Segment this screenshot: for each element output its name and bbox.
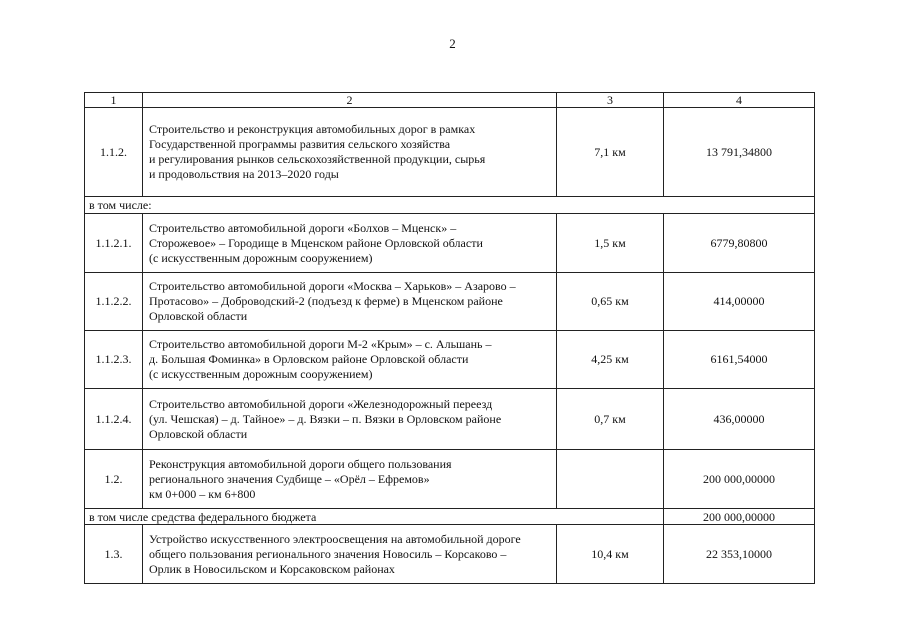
table-row [85, 389, 815, 450]
column-header-4: 4 [664, 93, 815, 108]
description-line: Орлик в Новосильском и Корсаковском районах [149, 561, 395, 576]
row-sum: 22 353,10000 [664, 525, 815, 584]
row-sum: 436,00000 [664, 389, 815, 450]
table-row [85, 450, 815, 509]
description-line: д. Большая Фоминка» в Орловском районе Орловской области [149, 352, 469, 366]
row-length: 0,7 км [557, 389, 664, 450]
row-length: 0,65 км [557, 273, 664, 331]
description-line: Строительство автомобильной дороги «Москва – Харьков» – Азарово – [149, 279, 516, 293]
table-header-row [85, 93, 815, 108]
description-line: (с искусственным дорожным сооружением) [149, 367, 373, 381]
description-line: км 0+000 – км 6+800 [149, 486, 256, 501]
table-row [85, 273, 815, 331]
row-number: 1.1.2.1. [85, 214, 143, 273]
description-line: Строительство автомобильной дороги «Болхов – Мценск» – [149, 220, 457, 235]
description-line: Устройство искусственного электроосвещения на автомобильной дороге [149, 531, 521, 546]
description-line: Орловской области [149, 309, 248, 323]
row-length: 10,4 км [557, 525, 664, 584]
row-description [143, 273, 557, 331]
description-line: и регулирования рынков сельскохозяйственной продукции, сырья [149, 152, 486, 166]
description-line: Протасово» – Доброводский-2 (подъезд к ферме) в Мценском районе [149, 294, 503, 308]
row-number: 1.1.2.4. [85, 389, 143, 450]
including-label: в том числе: [85, 197, 815, 214]
row-sum: 200 000,00000 [664, 450, 815, 509]
row-description [143, 450, 557, 509]
description-line: Строительство автомобильной дороги «Железнодорожный переезд [149, 396, 493, 411]
row-sum: 414,00000 [664, 273, 815, 331]
row-description [143, 525, 557, 584]
description-line: Орловской области [149, 426, 248, 441]
row-number: 1.3. [85, 525, 143, 584]
row-number: 1.1.2.3. [85, 331, 143, 389]
federal-budget-row [85, 509, 815, 525]
table-row [85, 331, 815, 389]
row-description [143, 108, 557, 197]
row-number: 1.1.2. [85, 108, 143, 197]
description-line: Строительство и реконструкция автомобильных дорог в рамках [149, 122, 476, 136]
row-description [143, 331, 557, 389]
description-line: Государственной программы развития сельского хозяйства [149, 137, 451, 151]
row-sum: 13 791,34800 [664, 108, 815, 197]
description-line: Реконструкция автомобильной дороги общего пользования [149, 456, 452, 471]
row-description [143, 389, 557, 450]
column-header-2: 2 [143, 93, 557, 108]
description-line: общего пользования регионального значения Новосиль – Корсаково – [149, 546, 507, 561]
row-length: 4,25 км [557, 331, 664, 389]
description-line: (с искусственным дорожным сооружением) [149, 250, 373, 265]
page-number: 2 [449, 36, 456, 51]
row-number: 1.1.2.2. [85, 273, 143, 331]
description-line: Сторожевое» – Городище в Мценском районе Орловской области [149, 235, 483, 250]
row-description [143, 214, 557, 273]
table-row [85, 525, 815, 584]
row-sum: 6779,80800 [664, 214, 815, 273]
row-sum: 6161,54000 [664, 331, 815, 389]
row-length: 7,1 км [557, 108, 664, 197]
row-length: 1,5 км [557, 214, 664, 273]
column-header-1: 1 [85, 93, 143, 108]
table-row [85, 108, 815, 197]
description-line: и продовольствия на 2013–2020 годы [149, 167, 339, 181]
description-line: (ул. Чешская) – д. Тайное» – д. Вязки – п. Вязки в Орловском районе [149, 411, 502, 426]
works-table [84, 92, 815, 584]
description-line: регионального значения Судбище – «Орёл – Ефремов» [149, 471, 430, 486]
column-header-3: 3 [557, 93, 664, 108]
row-length [557, 450, 664, 509]
federal-budget-sum: 200 000,00000 [664, 509, 815, 525]
row-number: 1.2. [85, 450, 143, 509]
table-row [85, 214, 815, 273]
subheading-row [85, 197, 815, 214]
federal-budget-label: в том числе средства федерального бюджета [85, 509, 664, 525]
description-line: Строительство автомобильной дороги М-2 «Крым» – с. Альшань – [149, 337, 492, 351]
